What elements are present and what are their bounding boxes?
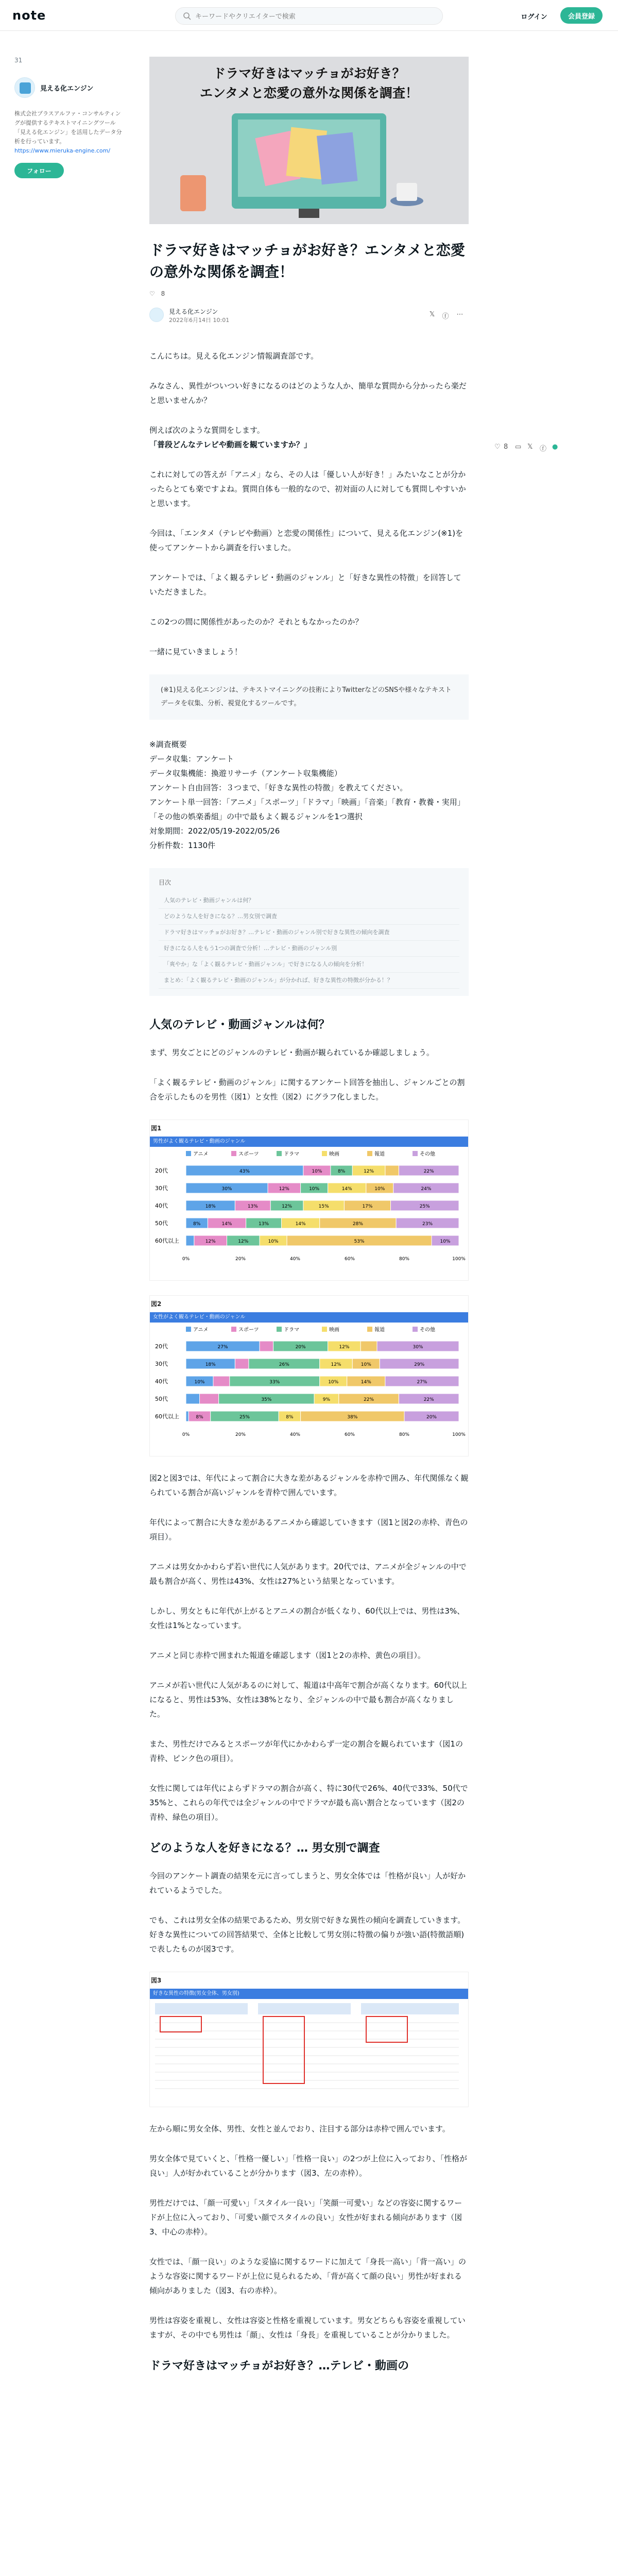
survey-item: 分析件数：1130件: [149, 841, 216, 850]
legend-swatch: [231, 1327, 236, 1332]
like-count: 8: [504, 443, 508, 451]
tick-label: 20%: [235, 1432, 246, 1437]
article: [149, 57, 469, 2386]
figure-title: 女性がよく観るテレビ・動画のジャンル: [150, 1312, 468, 1323]
search-input[interactable]: [195, 11, 432, 22]
data-label: 22%: [364, 1397, 374, 1402]
legend-swatch: [277, 1327, 282, 1332]
data-label: 30%: [221, 1187, 232, 1192]
paragraph: アニメは男女かかわらず若い世代に人気があります。20代では、アニメが全ジャンルの中で最も割合が高く、男性は43%、女性は27%という結果となっています。: [149, 1562, 467, 1586]
data-label: 29%: [414, 1362, 425, 1367]
avatar-logo: [20, 82, 31, 94]
category-label: 30代: [155, 1185, 168, 1192]
hero-line-2: エンタメと恋愛の意外な関係を調査！: [199, 86, 418, 100]
tick-label: 100%: [452, 1432, 466, 1437]
search-box[interactable]: [175, 7, 443, 25]
author-name[interactable]: 見える化エンジン: [40, 85, 94, 93]
article-meta: [149, 307, 469, 325]
legend-label: アニメ: [193, 1327, 209, 1333]
legend-swatch: [186, 1151, 191, 1156]
data-label: 14%: [341, 1187, 352, 1192]
feature-word-table: [150, 1999, 468, 2102]
stacked-bar-chart-male: [150, 1147, 468, 1276]
data-label: 12%: [339, 1345, 350, 1350]
question-highlight: 「普段どんなテレビや動画を観ていますか？」: [149, 440, 312, 449]
data-label: 26%: [279, 1362, 289, 1367]
legend-swatch: [413, 1151, 418, 1156]
data-label: 10%: [312, 1169, 322, 1174]
toc-heading[interactable]: 目次: [159, 879, 171, 886]
hero-image: [149, 57, 469, 224]
bar-segment: [213, 1376, 230, 1386]
data-label: 14%: [221, 1222, 232, 1227]
legend-label: その他: [420, 1151, 435, 1157]
figure-1: [149, 1120, 469, 1281]
toc-item[interactable]: ドラマ好きはマッチョがお好き？…テレビ・動画のジャンル別で好きな異性の傾向を調査: [159, 925, 459, 941]
tick-label: 40%: [289, 1257, 301, 1262]
data-label: 10%: [309, 1187, 320, 1192]
data-label: 20%: [426, 1415, 437, 1420]
data-label: 13%: [247, 1204, 258, 1209]
legend-swatch: [277, 1151, 282, 1156]
data-label: 10%: [268, 1239, 279, 1244]
tick-label: 20%: [235, 1257, 246, 1262]
magazine-count: 31: [14, 57, 23, 64]
data-label: 12%: [238, 1239, 249, 1244]
comment-icon[interactable]: ▭: [515, 443, 522, 451]
legend-label: 報道: [374, 1327, 385, 1333]
login-button[interactable]: ログイン: [515, 8, 553, 24]
footnote-quote: (※1)見える化エンジンは、テキストマイニングの技術によりTwitterなどのSNSや様々なテキストデータを収集、分析、視覚化するツールです。: [149, 674, 469, 720]
category-label: 30代: [155, 1361, 168, 1367]
data-label: 13%: [259, 1222, 269, 1227]
legend-label: ドラマ: [284, 1327, 299, 1333]
share-x-icon[interactable]: 𝕏: [527, 443, 533, 451]
category-label: 50代: [155, 1220, 168, 1227]
section-heading: どのような人を好きになる？… 男女別で調査: [149, 1842, 380, 1855]
floating-actions: [494, 442, 597, 454]
data-label: 23%: [422, 1222, 433, 1227]
bar-segment: [186, 1394, 200, 1404]
legend-label: アニメ: [193, 1151, 209, 1157]
data-label: 8%: [337, 1169, 346, 1174]
paragraph: また、男性だけでみるとスポーツが年代にかかわらず一定の割合を観られています（図1の青枠、ピンク色の項目）。: [149, 1739, 463, 1763]
legend-swatch: [367, 1151, 372, 1156]
bar-segment: [385, 1165, 399, 1176]
tick-label: 60%: [344, 1257, 355, 1262]
top-nav: [0, 0, 618, 31]
paragraph: 今回のアンケート調査の結果を元に言ってしまうと、男女全体では「性格が良い」人が好かれているようでした。: [149, 1871, 466, 1895]
toc-item[interactable]: どのような人を好きになる？…男女別で調査: [159, 909, 459, 925]
data-label: 12%: [282, 1204, 293, 1209]
data-label: 22%: [423, 1397, 434, 1402]
note-logo[interactable]: note: [12, 8, 46, 23]
stacked-bar-chart-female: [150, 1323, 468, 1451]
tick-label: 80%: [399, 1257, 410, 1262]
category-label: 40代: [155, 1378, 168, 1385]
share-facebook-icon[interactable]: ⓕ: [442, 313, 449, 320]
heart-icon[interactable]: ♡: [149, 290, 155, 297]
share-facebook-icon[interactable]: ⓕ: [540, 445, 547, 453]
data-label: 18%: [205, 1362, 216, 1367]
author-bio: [14, 109, 123, 156]
data-label: 14%: [360, 1380, 371, 1385]
figure-label: 図2: [151, 1300, 162, 1308]
figure-label: 図3: [151, 1977, 162, 1984]
toc-item[interactable]: 人気のテレビ・動画ジャンルは何？: [159, 893, 459, 909]
legend-swatch: [322, 1327, 327, 1332]
author-row[interactable]: [14, 77, 123, 98]
data-label: 22%: [423, 1169, 434, 1174]
data-label: 10%: [374, 1187, 385, 1192]
survey-summary: [149, 737, 469, 853]
signup-button[interactable]: 会員登録: [560, 7, 603, 24]
hero-line-1: ドラマ好きはマッチョがお好き？: [213, 66, 405, 81]
bar-segment: [186, 1235, 194, 1246]
bar-segment: [235, 1359, 249, 1369]
paragraph: 男性は容姿を重視し、女性は容姿と性格を重視しています。男女どちらも容姿を重視していますが、その中でも男性は「顔」、女性は「身長」を重視していることが分かりました。: [149, 2316, 466, 2340]
tick-label: 80%: [399, 1432, 410, 1437]
paragraph: みなさん、異性がついつい好きになるのはどのような人か、簡単な質問から分かったら楽だと思いませんか？: [149, 381, 467, 405]
paragraph: こんにちは。見える化エンジン情報調査部です。: [149, 351, 319, 361]
data-label: 20%: [295, 1345, 306, 1350]
paragraph: 男性だけでは、「顔一可愛い」「スタイル一良い」「笑顔一可愛い」などの容姿に関するワードが上位に入っており、「可愛い顔でスタイルの良い」女性が好まれる傾向があります（図3、中心の赤枠）。: [149, 2198, 462, 2236]
more-icon[interactable]: ⋯: [456, 311, 464, 318]
bio-text: 株式会社プラスアルファ・コンサルティングが提供するテキストマイニングツール「見える化エンジン」を活用したデータ分析を行っています。: [14, 110, 122, 145]
tick-label: 40%: [289, 1432, 301, 1437]
paragraph-line: 好きな異性についての回答結果で、全体と比較して男女別に特徴の偏りが強い語(特徴語順)で表したものが図3です。: [149, 1930, 465, 1954]
paragraph: 男女全体で見ていくと、「性格一優しい」「性格一良い」の2つが上位に入っており、「性格が良い」人が好かれていることが分かります（図3、左の赤枠）。: [149, 2154, 468, 2178]
data-label: 28%: [352, 1222, 363, 1227]
data-label: 25%: [239, 1415, 250, 1420]
legend-swatch: [413, 1327, 418, 1332]
avatar[interactable]: [14, 77, 35, 98]
category-label: 40代: [155, 1202, 168, 1209]
paragraph: [149, 423, 469, 452]
share-line-icon[interactable]: ●: [552, 443, 558, 451]
paragraph: アンケートでは、「よく観るテレビ・動画のジャンル」と「好きな異性の特徴」を回答していただきました。: [149, 573, 461, 597]
data-label: 8%: [193, 1222, 201, 1227]
legend-label: その他: [420, 1327, 435, 1333]
section-heading: ドラマ好きはマッチョがお好き？…テレビ・動画の: [149, 2360, 409, 2372]
like-count: 8: [161, 290, 165, 297]
tick-label: 60%: [344, 1432, 355, 1437]
paragraph: 年代によって割合に大きな差があるアニメから確認していきます（図1と図2の赤枠、青色の項目）。: [149, 1518, 468, 1541]
bar-segment: [260, 1341, 273, 1351]
data-label: 8%: [286, 1415, 294, 1420]
paragraph: [149, 1913, 469, 1956]
tick-label: 0%: [182, 1432, 190, 1437]
paragraph: まず、男女ごとにどのジャンルのテレビ・動画が観られているか確認しましょう。: [149, 1048, 434, 1057]
data-label: 10%: [360, 1362, 371, 1367]
tick-label: 0%: [182, 1257, 190, 1262]
category-label: 50代: [155, 1396, 168, 1402]
avatar[interactable]: [149, 308, 164, 322]
data-label: 10%: [328, 1380, 339, 1385]
article-body: [149, 349, 469, 2375]
data-label: 12%: [331, 1362, 341, 1367]
paragraph: しかし、男女ともに年代が上がるとアニメの割合が低くなり、60代以上では、男性は3%、女性は1%となっています。: [149, 1606, 465, 1630]
toc-item[interactable]: まとめ：「よく観るテレビ・動画のジャンル」が分かれば、好きな異性の特徴が分かる！？: [159, 973, 459, 989]
legend-label: 報道: [374, 1151, 385, 1157]
paragraph: アニメが若い世代に人気があるのに対して、報道は中高年で割合が高くなります。60代以上になると、男性は53%、女性は38%となり、全ジャンルの中で最も割合が高くなりました。: [149, 1681, 467, 1719]
legend-label: 映画: [329, 1327, 339, 1333]
survey-item: データ収集機能：換遊リサーチ（アンケート収集機能）: [149, 769, 342, 778]
section-heading: 人気のテレビ・動画ジャンルは何？: [149, 1019, 330, 1031]
survey-head: ※調査概要: [149, 740, 187, 749]
data-label: 35%: [261, 1397, 272, 1402]
category-label: 20代: [155, 1343, 168, 1350]
bar-segment: [360, 1341, 377, 1351]
survey-item: アンケート単一回答：「アニメ」「スポーツ」「ドラマ」「映画」「音楽」「教育・教養・実用」「その他の娯楽番組」の中で最もよく観るジャンルを1つ選択: [149, 798, 465, 821]
heart-icon[interactable]: ♡: [494, 443, 501, 451]
data-label: 10%: [440, 1239, 451, 1244]
figure-title: 男性がよく観るテレビ・動画のジャンル: [150, 1137, 468, 1147]
bar-segment: [186, 1411, 188, 1421]
data-label: 12%: [364, 1169, 374, 1174]
search-icon: [183, 12, 191, 20]
bio-link[interactable]: https://www.mieruka-engine.com/: [14, 147, 111, 154]
category-label: 60代以上: [155, 1238, 179, 1244]
category-label: 60代以上: [155, 1413, 179, 1420]
paragraph: 今回は、「エンタメ（テレビや動画）と恋愛の関係性」について、見える化エンジン(※1)を使ってアンケートから調査を行いました。: [149, 529, 464, 552]
figure-title: 好きな異性の特徴(男女全体、男女別): [150, 1989, 468, 1999]
paragraph: 図2と図3では、年代によって割合に大きな差があるジャンルを赤枠で囲み、年代関係なく観られている割合が高いジャンルを青枠で囲んでいます。: [149, 1473, 469, 1497]
data-label: 30%: [413, 1345, 423, 1350]
data-label: 24%: [421, 1187, 432, 1192]
hero-title: [149, 64, 469, 103]
paragraph: 左から順に男女全体、男性、女性と並んでおり、注目する部分は赤枠で囲んでいます。: [149, 2124, 450, 2133]
tick-label: 100%: [452, 1257, 466, 1262]
data-label: 17%: [362, 1204, 373, 1209]
paragraph-line: でも、これは男女全体の結果であるため、男女別で好きな異性の傾向を調査していきます。: [149, 1916, 466, 1925]
legend-swatch: [322, 1151, 327, 1156]
bar-segment: [200, 1394, 219, 1404]
paragraph: 女性に関しては年代によらずドラマの割合が高く、特に30代で26%、40代で33%、50代で35%と、これらの年代では全ジャンルの中でドラマが最も高い割合となっています（図2の青枠、緑色の項目）。: [149, 1784, 468, 1822]
data-label: 8%: [196, 1415, 203, 1420]
paragraph: この2つの間に関係性があったのか？それともなかったのか？: [149, 617, 363, 626]
paragraph: 女性では、「顔一良い」のような妥協に関するワードに加えて「身長一高い」「背一高い」のような容姿に関するワードが上位に見られるため、「背が高くて顔の良い」男性が好まれる傾向がありました（図3、右の赤枠）。: [149, 2257, 467, 2295]
category-label: 20代: [155, 1167, 168, 1174]
publish-date: 2022年6月14日 10:01: [169, 317, 230, 324]
data-label: 43%: [239, 1169, 250, 1174]
data-label: 27%: [217, 1345, 228, 1350]
data-label: 25%: [419, 1204, 430, 1209]
data-label: 12%: [279, 1187, 289, 1192]
data-label: 10%: [194, 1380, 205, 1385]
legend-label: スポーツ: [238, 1327, 259, 1333]
survey-item: データ収集：アンケート: [149, 754, 234, 764]
data-label: 27%: [417, 1380, 427, 1385]
author-name[interactable]: 見える化エンジン: [169, 308, 218, 315]
like-row: [149, 290, 469, 301]
figure-3: [149, 1972, 469, 2107]
figure-label: 図1: [151, 1125, 162, 1132]
survey-item: 対象期間：2022/05/19-2022/05/26: [149, 826, 280, 836]
data-label: 38%: [347, 1415, 358, 1420]
legend-swatch: [231, 1151, 236, 1156]
article-title: ドラマ好きはマッチョがお好き？エンタメと恋愛の意外な関係を調査！: [149, 242, 465, 280]
legend-label: スポーツ: [238, 1151, 259, 1157]
table-of-contents: [149, 868, 469, 996]
survey-item: アンケート自由回答：３つまで、「好きな異性の特徴」を教えてください。: [149, 783, 408, 792]
data-label: 33%: [269, 1380, 280, 1385]
data-label: 14%: [295, 1222, 306, 1227]
paragraph: 一緒に見ていきましょう！: [149, 647, 243, 656]
legend-label: ドラマ: [284, 1151, 299, 1157]
paragraph: アニメと同じ赤枠で囲まれた報道を確認します（図1と2の赤枠、黄色の項目）。: [149, 1651, 425, 1660]
paragraph-line: 例えば次のような質問をします。: [149, 426, 265, 435]
data-label: 53%: [354, 1239, 365, 1244]
follow-button[interactable]: フォロー: [14, 163, 64, 178]
paragraph: 「よく観るテレビ・動画のジャンル」に関するアンケート回答を抽出し、ジャンルごとの割合を示したものを男性（図1）と女性（図2）にグラフ化しました。: [149, 1078, 465, 1101]
legend-swatch: [186, 1327, 191, 1332]
data-label: 9%: [322, 1397, 331, 1402]
toc-item[interactable]: 「爽やか」な「よく観るテレビ・動画ジャンル」で好きになる人の傾向を分析！: [159, 957, 459, 973]
data-label: 18%: [205, 1204, 216, 1209]
author-sidebar: [14, 57, 123, 178]
paragraph: これに対しての答えが「アニメ」なら、その人は「優しい人が好き！」みたいなことが分かったらとても楽ですよね。質問自体も一般的なので、初対面の人に対しても質問しやすいかと思います。: [149, 470, 466, 508]
share-x-icon[interactable]: 𝕏: [429, 311, 435, 318]
toc-item[interactable]: 好きになる人をもう1つの調査で分析！…テレビ・動画のジャンル別: [159, 941, 459, 957]
legend-swatch: [367, 1327, 372, 1332]
data-label: 15%: [318, 1204, 329, 1209]
data-label: 12%: [205, 1239, 216, 1244]
legend-label: 映画: [329, 1151, 339, 1157]
figure-2: [149, 1295, 469, 1456]
